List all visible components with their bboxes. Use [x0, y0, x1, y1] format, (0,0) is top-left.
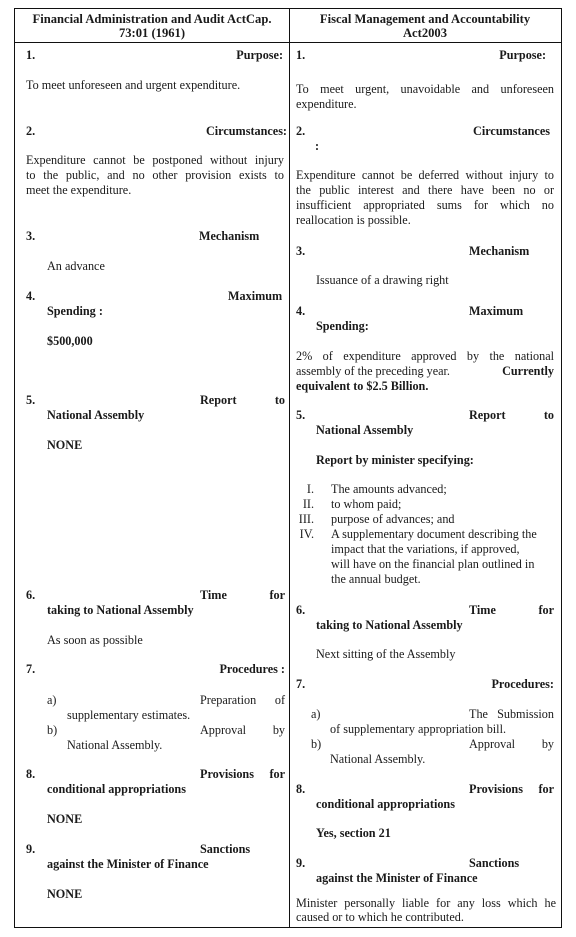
left-s7-item-a-continuation: supplementary estimates.: [67, 708, 191, 722]
left-s4-number: 4.: [26, 289, 36, 303]
right-s5-subtitle: National Assembly: [316, 423, 414, 437]
right-s5-item-1-text: The amounts advanced;: [331, 482, 447, 496]
comparison-table: [14, 8, 562, 928]
right-s2-colon: :: [315, 139, 320, 153]
left-s9-value: NONE: [47, 887, 83, 901]
right-s8-number: 8.: [296, 782, 306, 796]
left-header-line-2: 73:01 (1961): [118, 26, 186, 40]
left-s6-title-word-2: for: [269, 588, 285, 602]
right-s4-line-2-bold: Currently: [502, 364, 554, 378]
left-s6-title-word-1: Time: [200, 588, 227, 602]
right-s3-number: 3.: [296, 244, 306, 258]
right-s4-subtitle: Spending:: [316, 319, 369, 333]
left-s6-value: As soon as possible: [47, 633, 143, 647]
right-s2-title: Circumstances: [473, 124, 550, 138]
right-s9-line-1: Minister personally liable for any loss which he: [296, 896, 556, 910]
right-s1-title: Purpose:: [499, 48, 546, 62]
right-s9-title: Sanctions: [469, 856, 520, 870]
left-s7-item-b-word-1: Approval: [200, 723, 247, 737]
right-s4-line-3: equivalent to $2.5 Billion.: [296, 379, 429, 393]
left-header-line-1: Financial Administration and Audit ActCap.: [32, 12, 272, 26]
right-s7-item-b-continuation: National Assembly.: [330, 752, 426, 766]
left-s7-item-b-word-2: by: [272, 723, 285, 737]
right-s5-title-word-1: Report: [469, 408, 506, 422]
left-s4-subtitle: Spending :: [47, 304, 103, 318]
right-s5-title-word-2: to: [543, 408, 554, 422]
left-s8-value: NONE: [47, 812, 83, 826]
right-s5-item-1-mark: I.: [306, 482, 314, 496]
right-s8-value: Yes, section 21: [316, 826, 391, 840]
right-s2-line-4: reallocation is possible.: [296, 213, 411, 227]
left-s9-subtitle: against the Minister of Finance: [47, 857, 209, 871]
left-s6-number: 6.: [26, 588, 36, 602]
right-s6-value: Next sitting of the Assembly: [316, 647, 456, 661]
header-divider: [14, 42, 562, 43]
left-s5-value: NONE: [47, 438, 83, 452]
right-header-line-1: Fiscal Management and Accountability: [319, 12, 531, 26]
right-s3-text: Issuance of a drawing right: [316, 273, 449, 287]
right-s7-item-b-word-1: Approval: [469, 737, 516, 751]
right-s2-line-2: the public interest and there have been no or: [296, 183, 554, 197]
left-s1-text: To meet unforeseen and urgent expenditure.: [26, 78, 241, 92]
right-s9-subtitle: against the Minister of Finance: [316, 871, 478, 885]
right-s1-line-1: To meet urgent, unavoidable and unforeseen: [296, 82, 554, 96]
right-s5-lead: Report by minister specifying:: [316, 453, 474, 467]
left-s9-title: Sanctions: [200, 842, 251, 856]
left-s3-text: An advance: [47, 259, 105, 273]
left-s8-title-word-1: Provisions: [200, 767, 254, 781]
right-s6-subtitle: taking to National Assembly: [316, 618, 463, 632]
left-s2-line-3: meet the expenditure.: [26, 183, 132, 197]
right-s7-item-a-mark: a): [311, 707, 321, 721]
left-s2-line-2: to the public, and no other provision exists to: [26, 168, 284, 182]
right-s8-subtitle: conditional appropriations: [316, 797, 455, 811]
right-s7-title: Procedures:: [491, 677, 554, 691]
right-s6-title-word-2: for: [538, 603, 554, 617]
right-s5-item-4-cont-3: the annual budget.: [331, 572, 421, 586]
right-s6-title-word-1: Time: [469, 603, 496, 617]
left-s4-value: $500,000: [47, 334, 93, 348]
right-s9-line-2: caused or to which he contributed.: [296, 910, 464, 924]
right-s4-title: Maximum: [469, 304, 524, 318]
left-s1-number: 1.: [26, 48, 36, 62]
left-s8-number: 8.: [26, 767, 36, 781]
right-s5-item-4-cont-2: will have on the financial plan outlined in: [331, 557, 535, 571]
table-top-border: [14, 8, 562, 9]
left-s2-title: Circumstances:: [205, 124, 287, 138]
left-s7-item-b-mark: b): [47, 723, 58, 737]
left-s3-title: Mechanism: [199, 229, 260, 243]
left-s5-number: 5.: [26, 393, 36, 407]
left-s6-subtitle: taking to National Assembly: [47, 603, 194, 617]
right-s7-item-a-continuation: of supplementary appropriation bill.: [330, 722, 506, 736]
table-left-border: [14, 8, 15, 928]
right-s2-line-1: Expenditure cannot be deferred without injury to: [296, 168, 554, 182]
right-s7-item-a-word-1: The: [469, 707, 488, 721]
left-s4-title: Maximum: [228, 289, 283, 303]
left-s7-item-a-word-2: of: [274, 693, 285, 707]
right-s5-item-4-cont-1: impact that the variations, if approved,: [331, 542, 520, 556]
left-s9-number: 9.: [26, 842, 36, 856]
right-s1-number: 1.: [296, 48, 306, 62]
right-s6-number: 6.: [296, 603, 306, 617]
left-s5-title-word-1: Report: [200, 393, 237, 407]
right-s5-item-3-mark: III.: [298, 512, 314, 526]
table-right-border: [561, 8, 562, 928]
left-s7-title: Procedures :: [219, 662, 285, 676]
right-s8-title-word-1: Provisions: [469, 782, 523, 796]
right-s4-number: 4.: [296, 304, 306, 318]
right-s2-line-3: insufficient appropriated sums for which no: [296, 198, 554, 212]
right-s5-number: 5.: [296, 408, 306, 422]
right-s5-item-4-text: A supplementary document describing the: [331, 527, 537, 541]
right-s4-line-2-text: assembly of the preceding year.: [296, 364, 450, 378]
right-s4-line-1: 2% of expenditure approved by the national: [296, 349, 554, 363]
column-divider: [289, 8, 290, 928]
left-s1-title: Purpose:: [236, 48, 283, 62]
right-s2-number: 2.: [296, 124, 306, 138]
left-s5-title-word-2: to: [274, 393, 285, 407]
right-header-line-2: Act2003: [402, 26, 448, 40]
right-s1-line-2: expenditure.: [296, 97, 357, 111]
right-s7-number: 7.: [296, 677, 306, 691]
right-s4-line-2: [296, 364, 554, 379]
left-s3-number: 3.: [26, 229, 36, 243]
right-s5-item-2-mark: II.: [302, 497, 314, 511]
left-s7-item-b-continuation: National Assembly.: [67, 738, 163, 752]
right-s9-number: 9.: [296, 856, 306, 870]
left-s2-number: 2.: [26, 124, 36, 138]
right-s5-item-3-text: purpose of advances; and: [331, 512, 455, 526]
left-s2-line-1: Expenditure cannot be postponed without injury: [26, 153, 284, 167]
left-s7-number: 7.: [26, 662, 36, 676]
left-s8-title-word-2: for: [269, 767, 285, 781]
table-bottom-border: [14, 927, 562, 928]
left-s8-subtitle: conditional appropriations: [47, 782, 186, 796]
left-s7-item-a-mark: a): [47, 693, 57, 707]
left-s7-item-a-word-1: Preparation: [200, 693, 257, 707]
right-s5-item-2-text: to whom paid;: [331, 497, 402, 511]
left-s5-subtitle: National Assembly: [47, 408, 145, 422]
right-s8-title-word-2: for: [538, 782, 554, 796]
right-s7-item-b-mark: b): [311, 737, 322, 751]
right-s5-item-4-mark: IV.: [299, 527, 314, 541]
right-s7-item-b-word-2: by: [541, 737, 554, 751]
right-s3-title: Mechanism: [469, 244, 530, 258]
right-s7-item-a-word-2: Submission: [497, 707, 554, 721]
